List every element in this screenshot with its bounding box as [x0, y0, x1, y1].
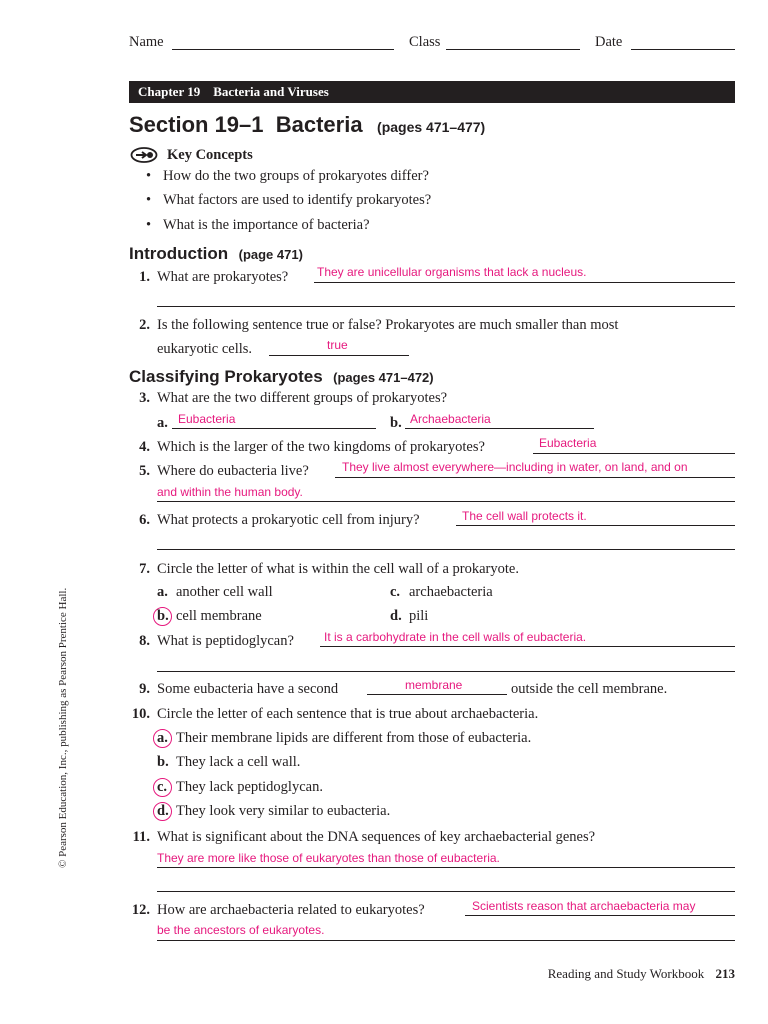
section-heading	[129, 112, 485, 138]
option-text: another cell wall	[176, 584, 273, 600]
answer-circle	[153, 607, 172, 626]
chapter-title: Chapter 19 Bacteria and Viruses	[138, 84, 329, 99]
question-number: 4.	[139, 439, 150, 455]
option-letter[interactable]: a.	[157, 584, 168, 600]
option-text: Their membrane lipids are different from those of eubacteria.	[176, 730, 532, 746]
key-icon	[130, 147, 158, 168]
answer-text: Scientists reason that archaebacteria may	[472, 899, 696, 913]
answer-line[interactable]	[157, 501, 735, 502]
question-text: How are archaebacteria related to eukaryotes?	[157, 902, 425, 918]
question-text: What are the two different groups of prokaryotes?	[157, 390, 448, 406]
question-text: Some eubacteria have a second	[157, 681, 339, 697]
answer-circle	[153, 729, 172, 748]
answer-text: Eubacteria	[539, 436, 597, 450]
intro-heading	[129, 244, 303, 264]
answer-line[interactable]	[367, 694, 507, 695]
key-concept-item: • What is the importance of bacteria?	[163, 217, 370, 234]
page-number: 213	[715, 966, 735, 981]
answer-line[interactable]	[456, 525, 735, 526]
answer-text: membrane	[405, 678, 463, 692]
answer-text: The cell wall protects it.	[462, 509, 587, 523]
answer-text: They are unicellular organisms that lack a nucleus.	[317, 265, 587, 279]
question-text: Circle the letter of each sentence that is true about archaebacteria.	[157, 706, 539, 722]
class-field[interactable]	[446, 49, 580, 50]
page-footer	[548, 966, 735, 982]
answer-text: They are more like those of eukaryotes than those of eubacteria.	[157, 851, 500, 865]
classifying-title: Classifying Prokaryotes	[129, 367, 323, 386]
answer-text: and within the human body.	[157, 485, 303, 499]
answer-text: Archaebacteria	[410, 412, 491, 426]
question-number: 10.	[131, 706, 150, 722]
name-field[interactable]	[172, 49, 394, 50]
classifying-pages: (pages 471–472)	[333, 370, 434, 385]
option-letter[interactable]: b.	[157, 608, 169, 624]
answer-line[interactable]	[157, 306, 735, 307]
option-text: They look very similar to eubacteria.	[176, 803, 391, 819]
question-text: Is the following sentence true or false? Prokaryotes are much smaller than most	[157, 317, 619, 333]
date-field[interactable]	[631, 49, 735, 50]
key-concept-item: • How do the two groups of prokaryotes differ?	[163, 168, 429, 185]
section-title: Section 19–1 Bacteria	[129, 112, 363, 137]
question-number: 2.	[139, 317, 150, 333]
answer-line[interactable]	[172, 428, 376, 429]
intro-title: Introduction	[129, 244, 229, 263]
key-concept-item: • What factors are used to identify prokaryotes?	[163, 192, 431, 209]
question-text: Circle the letter of what is within the cell wall of a prokaryote.	[157, 561, 519, 577]
answer-line[interactable]	[157, 549, 735, 550]
answer-text: Eubacteria	[178, 412, 236, 426]
answer-line[interactable]	[320, 646, 735, 647]
question-number: 8.	[139, 633, 150, 649]
option-letter[interactable]: d.	[390, 608, 402, 624]
option-text: cell membrane	[176, 608, 262, 624]
answer-line[interactable]	[157, 671, 735, 672]
date-label: Date	[595, 34, 623, 50]
key-concepts-heading: Key Concepts	[167, 147, 253, 163]
question-text: eukaryotic cells.	[157, 341, 253, 357]
question-number: 12.	[131, 902, 150, 918]
classifying-heading	[129, 367, 434, 387]
section-pages: (pages 471–477)	[377, 119, 486, 135]
class-label: Class	[409, 34, 441, 50]
question-text: Where do eubacteria live?	[157, 463, 309, 479]
answer-line[interactable]	[269, 355, 409, 356]
option-letter: a.	[157, 415, 168, 431]
question-text: What are prokaryotes?	[157, 269, 289, 285]
option-letter: b.	[390, 415, 402, 431]
question-text: What is significant about the DNA sequences of key archaebacterial genes?	[157, 829, 596, 845]
answer-line[interactable]	[465, 915, 735, 916]
answer-line[interactable]	[157, 940, 735, 941]
question-number: 6.	[139, 512, 150, 528]
option-letter[interactable]: d.	[157, 803, 169, 819]
option-letter[interactable]: a.	[157, 730, 168, 746]
answer-text: They live almost everywhere—including in water, on land, and on	[342, 460, 688, 474]
answer-text: true	[327, 338, 348, 352]
question-number: 11.	[132, 829, 150, 845]
option-text: archaebacteria	[409, 584, 493, 600]
answer-text: It is a carbohydrate in the cell walls of eubacteria.	[324, 630, 587, 644]
question-text: Which is the larger of the two kingdoms of prokaryotes?	[157, 439, 485, 455]
answer-text: be the ancestors of eukaryotes.	[157, 923, 325, 937]
question-text: What is peptidoglycan?	[157, 633, 294, 649]
question-text: outside the cell membrane.	[511, 681, 668, 697]
answer-circle	[153, 778, 172, 797]
answer-line[interactable]	[314, 282, 735, 283]
answer-circle	[153, 802, 172, 821]
option-text: They lack a cell wall.	[176, 754, 301, 770]
chapter-bar	[129, 81, 735, 103]
question-text: What protects a prokaryotic cell from injury?	[157, 512, 420, 528]
answer-line[interactable]	[405, 428, 594, 429]
option-letter[interactable]: c.	[157, 779, 168, 795]
question-number: 7.	[139, 561, 150, 577]
option-letter[interactable]: b.	[157, 754, 169, 770]
answer-line[interactable]	[533, 453, 735, 454]
option-letter[interactable]: c.	[390, 584, 401, 600]
question-number: 9.	[139, 681, 150, 697]
question-number: 5.	[139, 463, 150, 479]
answer-line[interactable]	[157, 867, 735, 868]
name-label: Name	[129, 34, 164, 50]
answer-line[interactable]	[157, 891, 735, 892]
option-text: pili	[409, 608, 429, 624]
question-number: 1.	[139, 269, 150, 285]
question-number: 3.	[139, 390, 150, 406]
intro-pages: (page 471)	[238, 247, 303, 262]
footer-book-title: Reading and Study Workbook	[547, 966, 705, 981]
copyright-notice: © Pearson Education, Inc., publishing as Pearson Prentice Hall.	[57, 587, 69, 868]
answer-line[interactable]	[335, 477, 735, 478]
option-text: They lack peptidoglycan.	[176, 779, 323, 795]
